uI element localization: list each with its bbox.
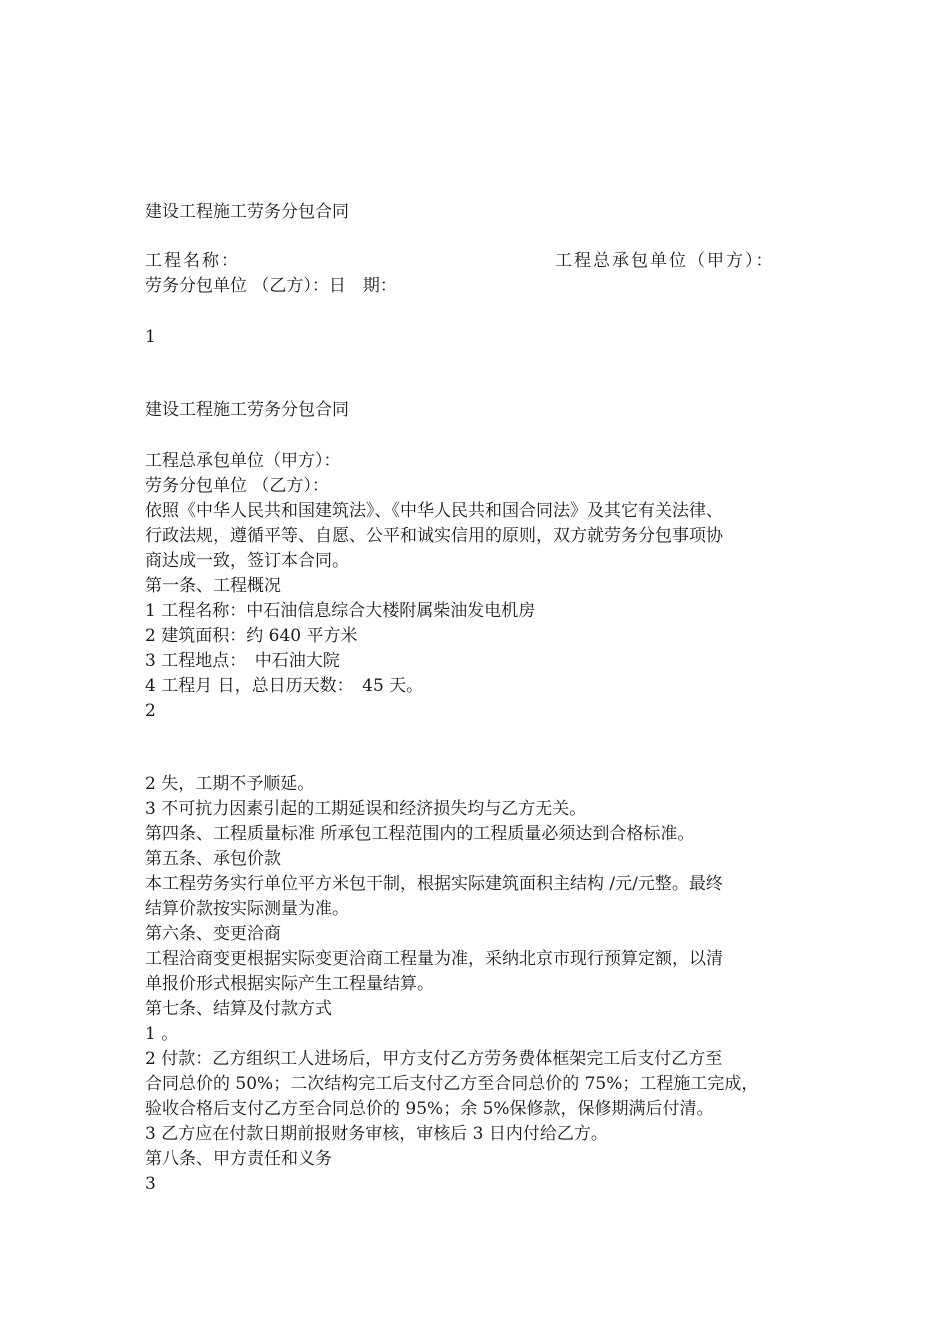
section-heading: 第五条、承包价款 bbox=[145, 849, 281, 869]
subcontractor-label: 劳务分包单位 （乙方）： bbox=[145, 276, 329, 296]
page3-line: 工程洽商变更根据实际变更洽商工程量为准，采纳北京市现行预算定额，以清 bbox=[145, 949, 723, 969]
section-heading: 第八条、甲方责任和义务 bbox=[145, 1149, 332, 1169]
subcontractor-date-line bbox=[145, 274, 397, 298]
section-heading: 第一条、工程概况 bbox=[145, 576, 281, 596]
page-number-2: 2 bbox=[145, 701, 156, 721]
page2-line: 4 工程月 日，总日历天数： 45 天。 bbox=[145, 676, 424, 696]
page-number-3: 3 bbox=[145, 1174, 156, 1194]
page3-line: 2 付款：乙方组织工人进场后，甲方支付乙方劳务费体框架完工后支付乙方至 bbox=[145, 1049, 723, 1069]
page2-line: 依照《中华人民共和国建筑法》、《中华人民共和国合同法》及其它有关法律、 bbox=[145, 501, 723, 521]
page3-line: 3 乙方应在付款日期前报财务审核，审核后 3 日内付给乙方。 bbox=[145, 1124, 608, 1144]
section-heading: 第四条、工程质量标准 所承包工程范围内的工程质量必须达到合格标准。 bbox=[145, 824, 695, 844]
page2-line: 工程总承包单位（甲方）： bbox=[145, 451, 341, 471]
page2-line: 3 工程地点： 中石油大院 bbox=[145, 651, 340, 671]
contractor-label: 工程总承包单位（甲方）： bbox=[555, 251, 775, 271]
page3-line: 验收合格后支付乙方至合同总价的 95%；余 5%保修款，保修期满后付清。 bbox=[145, 1099, 714, 1119]
page2-line: 行政法规，遵循平等、自愿、公平和诚实信用的原则，双方就劳务分包事项协 bbox=[145, 526, 723, 546]
page1-title: 建设工程施工劳务分包合同 bbox=[145, 202, 349, 222]
date-label: 日 期： bbox=[328, 276, 397, 296]
page2-line: 1 工程名称：中石油信息综合大楼附属柴油发电机房 bbox=[145, 601, 536, 621]
page3-line: 结算价款按实际测量为准。 bbox=[145, 899, 349, 919]
page3-line: 单报价形式根据实际产生工程量结算。 bbox=[145, 974, 434, 994]
section-heading: 第七条、结算及付款方式 bbox=[145, 999, 332, 1019]
page3-line: 合同总价的 50%；二次结构完工后支付乙方至合同总价的 75%；工程施工完成， bbox=[145, 1074, 759, 1094]
page3-line: 2 失，工期不予顺延。 bbox=[145, 774, 315, 794]
page2-title: 建设工程施工劳务分包合同 bbox=[145, 400, 349, 420]
section-heading: 第六条、变更洽商 bbox=[145, 924, 281, 944]
page-number-1: 1 bbox=[145, 327, 156, 347]
page2-line: 2 建筑面积：约 640 平方米 bbox=[145, 626, 358, 646]
page2-line: 商达成一致，签订本合同。 bbox=[145, 551, 349, 571]
page3-line: 本工程劳务实行单位平方米包干制，根据实际建筑面积主结构 /元/元整。最终 bbox=[145, 874, 723, 894]
page2-line: 劳务分包单位 （乙方）： bbox=[145, 476, 329, 496]
page3-line: 3 不可抗力因素引起的工期延误和经济损失均与乙方无关。 bbox=[145, 799, 587, 819]
project-name-label: 工程名称： bbox=[145, 251, 240, 271]
page3-line: 1 。 bbox=[145, 1024, 179, 1044]
